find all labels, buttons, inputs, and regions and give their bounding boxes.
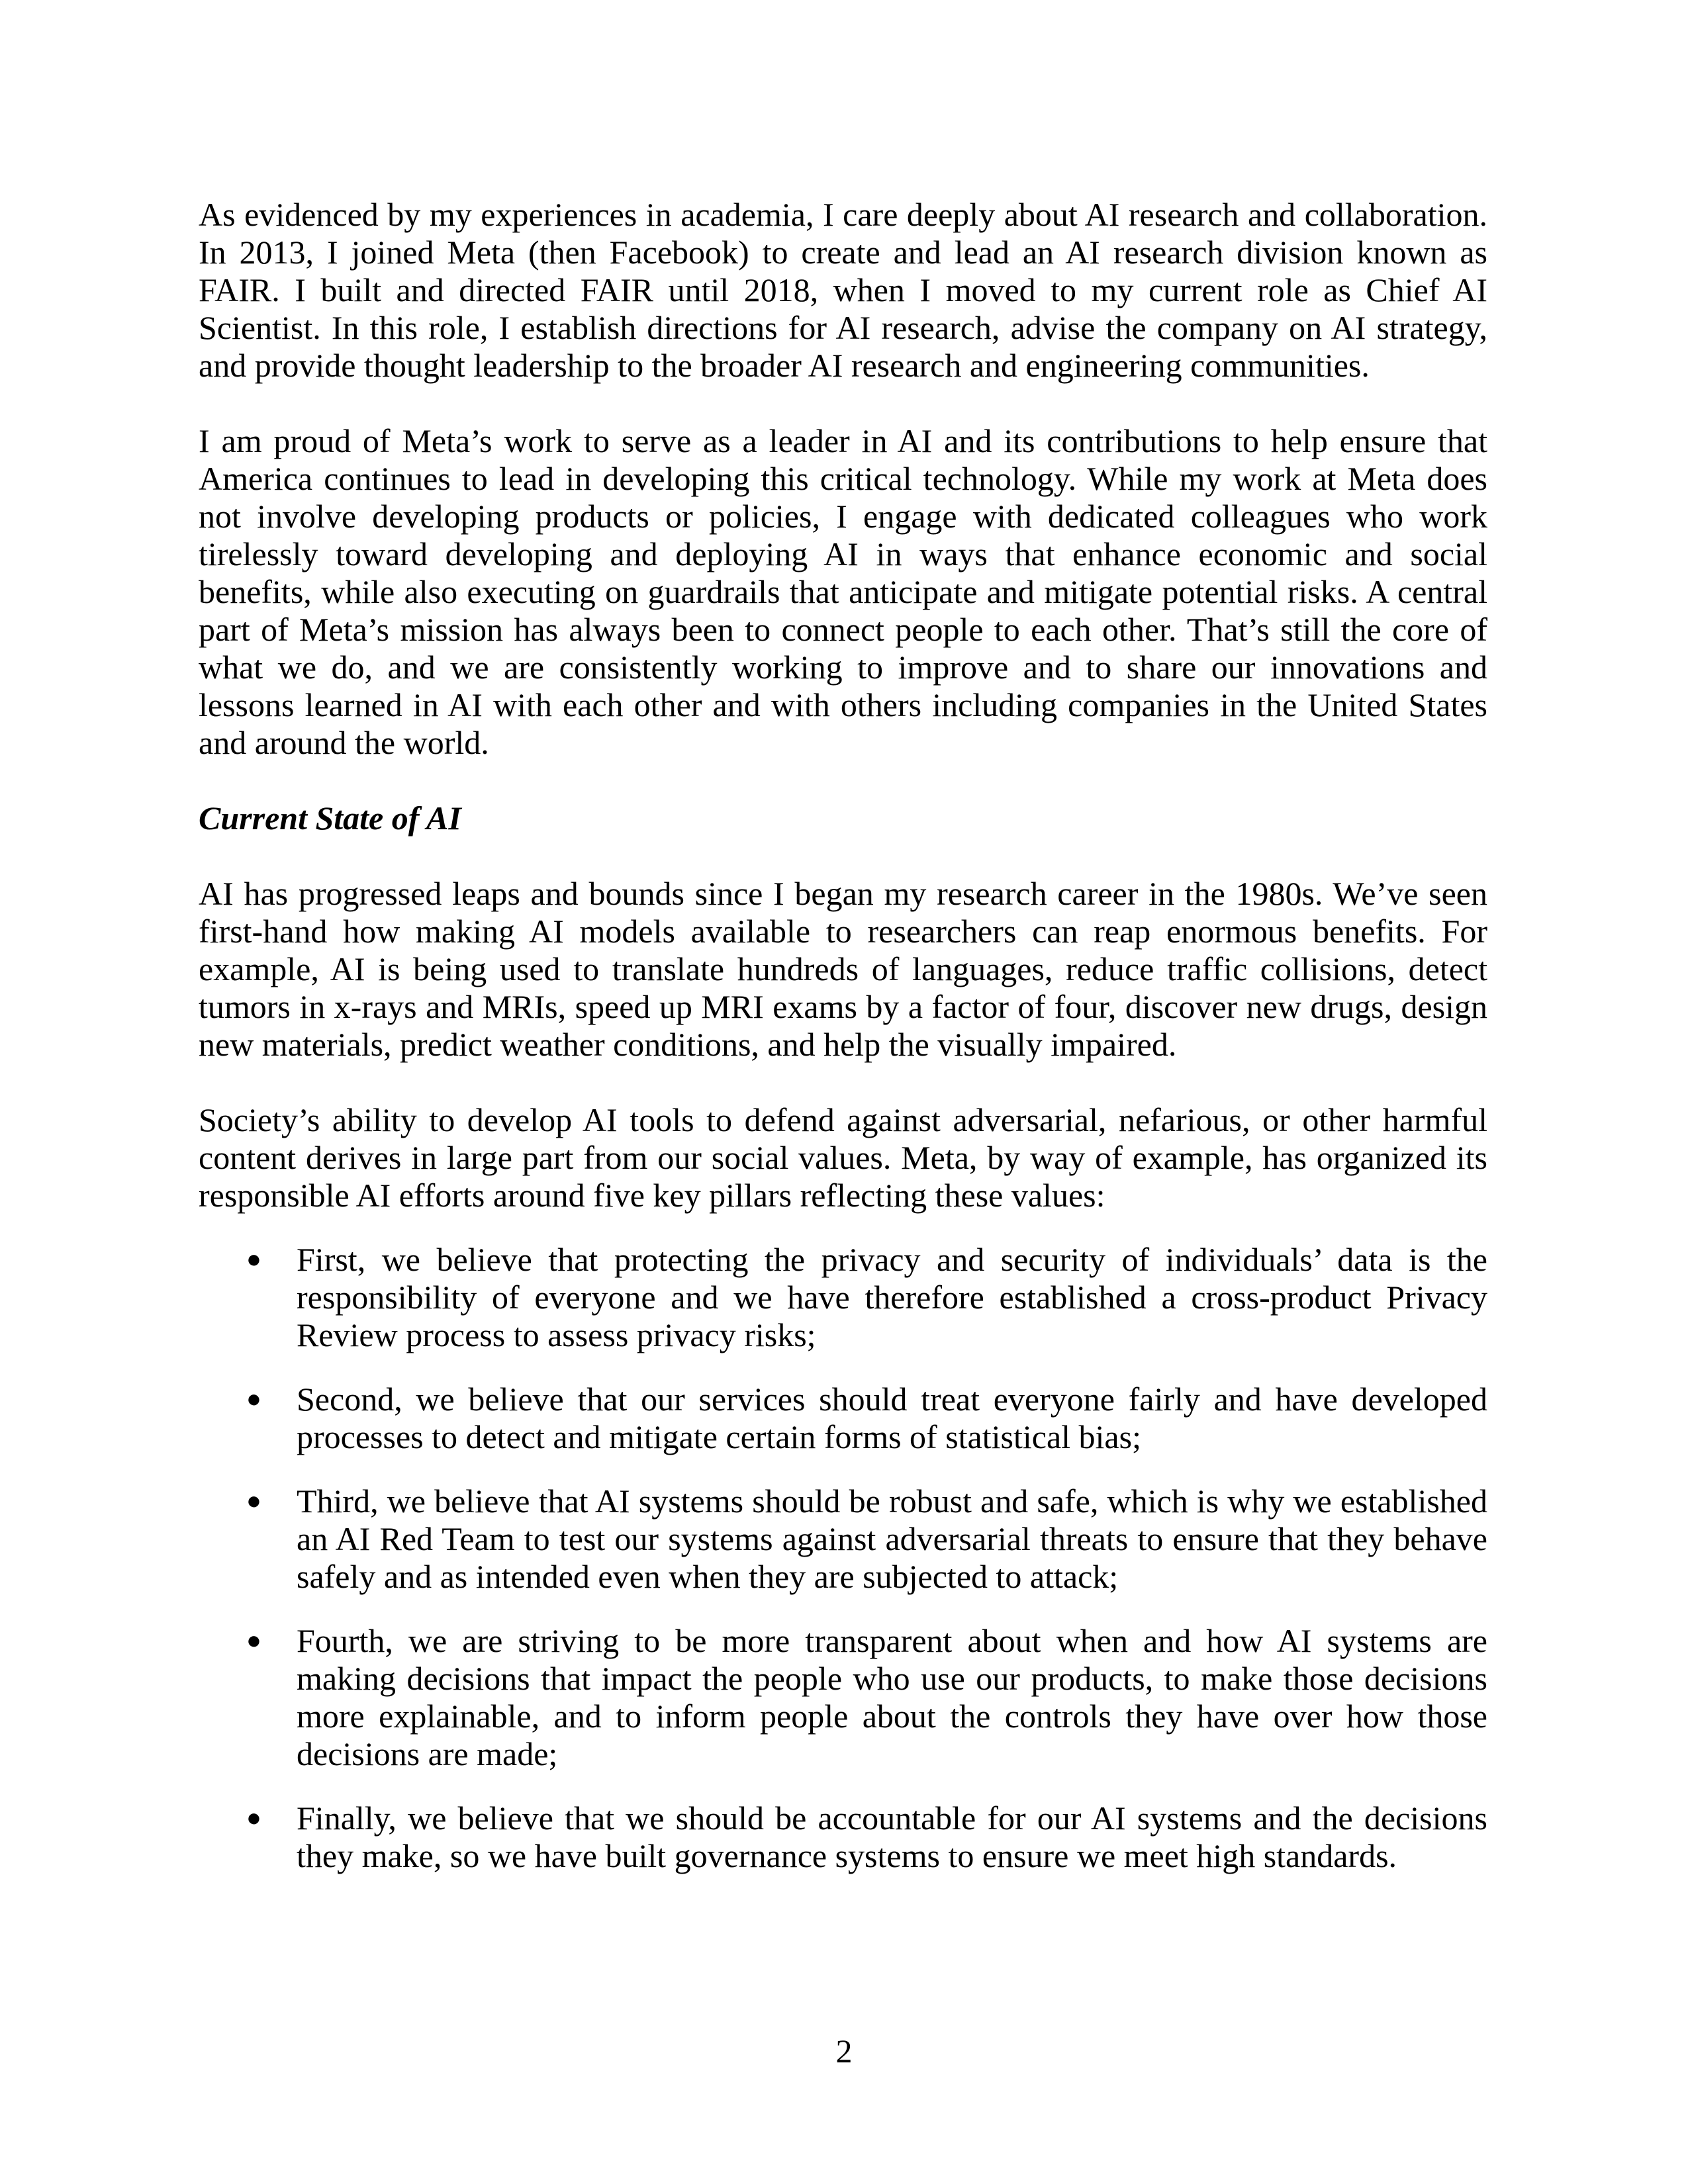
paragraph-ai-progress: AI has progressed leaps and bounds since I began my research career in the 1980s. We’ve seen first-hand how making AI models available to researchers can reap enormous benefits. For example, AI is being used to translate hundreds of languages, reduce traffic collisions, detect tumors in x-rays and MRIs, speed up MRI exams by a factor of four, discover new drugs, design new materials, predict weather conditions, and help the visually impaired. (199, 875, 1487, 1063)
paragraph-background: As evidenced by my experiences in academia, I care deeply about AI research and collaboration. In 2013, I joined Meta (then Facebook) to create and lead an AI research division known as FAIR. I built and directed FAIR until 2018, when I moved to my current role as Chief AI Scientist. In this role, I establish directions for AI research, advise the company on AI strategy, and provide thought leadership to the broader AI research and engineering communities. (199, 196, 1487, 384)
list-item-text: Third, we believe that AI systems should be robust and safe, which is why we established an AI Red Team to test our systems against adversarial threats to ensure that they behave safely and as intended even when they are subjected to attack; (297, 1482, 1487, 1595)
bullet-icon: ● (246, 1246, 261, 1273)
page-number: 2 (835, 2032, 853, 2070)
bullet-icon: ● (246, 1804, 261, 1832)
bullet-icon: ● (246, 1627, 261, 1655)
list-item-text: Finally, we believe that we should be accountable for our AI systems and the decisions they make, so we have built governance systems to ensure we meet high standards. (297, 1799, 1487, 1874)
list-item (199, 1482, 1487, 1596)
document-body (199, 196, 1487, 1901)
paragraph-social-values: Society’s ability to develop AI tools to defend against adversarial, nefarious, or other harmful content derives in large part from our social values. Meta, by way of example, has organized its responsible AI efforts around five key pillars reflecting these values: (199, 1101, 1487, 1214)
list-item-text: Fourth, we are striving to be more transparent about when and how AI systems are making decisions that impact the people who use our products, to make those decisions more explainable, and to inform people about the controls they have over how those decisions are made; (297, 1622, 1487, 1772)
bullet-icon: ● (246, 1487, 261, 1515)
paragraph-meta-leadership: I am proud of Meta’s work to serve as a leader in AI and its contributions to help ensure that America continues to lead in developing this critical technology. While my work at Meta does not involve developing products or policies, I engage with dedicated colleagues who work tirelessly toward developing and deploying AI in ways that enhance economic and social benefits, while also executing on guardrails that anticipate and mitigate potential risks. A central part of Meta’s mission has always been to connect people to each other. That’s still the core of what we do, and we are consistently working to improve and to share our innovations and lessons learned in AI with each other and with others including companies in the United States and around the world. (199, 422, 1487, 761)
list-item-text: First, we believe that protecting the privacy and security of individuals’ data is the responsibility of everyone and we have therefore established a cross-product Privacy Review process to assess privacy risks; (297, 1241, 1487, 1353)
list-item (199, 1622, 1487, 1773)
list-item (199, 1241, 1487, 1354)
section-heading: Current State of AI (199, 799, 461, 837)
list-item-text: Second, we believe that our services should treat everyone fairly and have developed processes to detect and mitigate certain forms of statistical bias; (297, 1381, 1487, 1455)
bullet-icon: ● (246, 1385, 261, 1413)
list-item (199, 1799, 1487, 1875)
pillars-list (199, 1241, 1487, 1875)
list-item (199, 1381, 1487, 1456)
